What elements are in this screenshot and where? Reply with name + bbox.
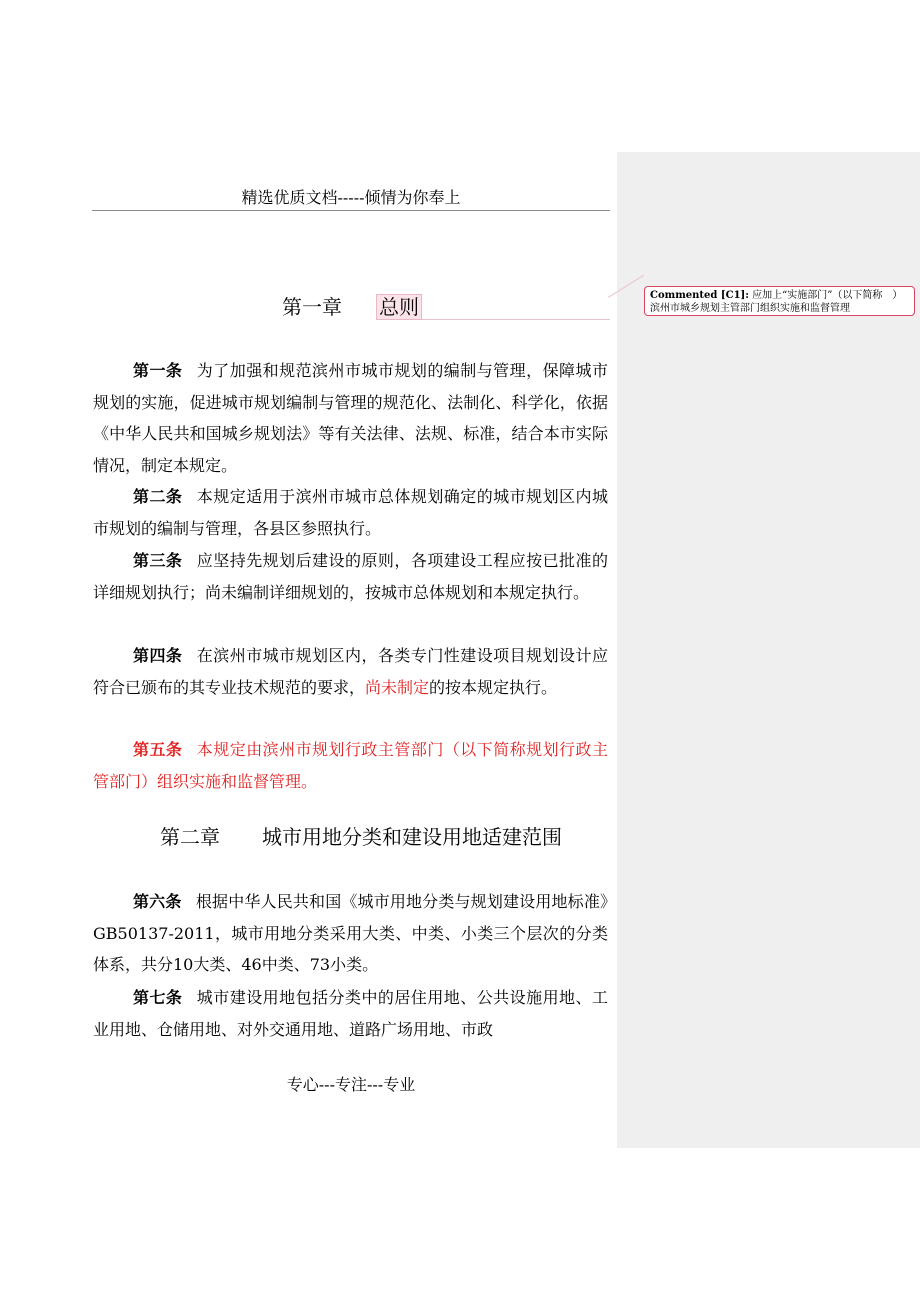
- article-7-label: 第七条: [133, 988, 183, 1007]
- comment-text: 应加上“实施部门”（以下简称 ）滨州市城乡规划主管部门组织实施和监督管理: [650, 290, 903, 314]
- article-4: [93, 640, 608, 703]
- article-3-text: 应坚持先规划后建设的原则，各项建设工程应按已批准的详细规划执行；尚未编制详细规划的，按城市总体规划和本规定执行。: [93, 551, 608, 602]
- article-7: [93, 982, 608, 1045]
- article-2: [93, 481, 608, 544]
- article-5-text: 本规定由滨州市规划行政主管部门（以下简称规划行政主管部门）组织实施和监督管理。: [93, 740, 608, 791]
- article-4-text: 在滨州市城市规划区内，各类专门性建设项目规划设计应符合已颁布的其专业技术规范的要求，: [93, 646, 608, 697]
- article-1-text: 为了加强和规范滨州市城市规划的编制与管理，保障城市规划的实施，促进城市规划编制与管理的规范化、法制化、科学化，依据《中华人民共和国城乡规划法》等有关法律、法规、标准，结合本市实际情况，制定本规定。: [93, 361, 608, 475]
- article-2-label: 第二条: [133, 487, 183, 506]
- article-6-text: 根据中华人民共和国《城市用地分类与规划建设用地标准》GB50137-2011，城市用地分类采用大类、中类、小类三个层次的分类体系，共分10大类、46中类、73小类。: [93, 892, 608, 974]
- article-3-label: 第三条: [133, 551, 183, 570]
- comment-balloon[interactable]: [644, 286, 915, 316]
- article-1: [93, 355, 608, 481]
- chapter-1-heading: [282, 294, 422, 320]
- chapter-2-title: 城市用地分类和建设用地适建范围: [262, 825, 562, 849]
- article-5-label: 第五条: [133, 740, 183, 759]
- article-3: [93, 545, 608, 608]
- chapter-1-title-commented[interactable]: 总则: [376, 294, 422, 320]
- comment-anchor-line: [420, 319, 610, 320]
- header-rule: [92, 210, 610, 211]
- page-header: 精选优质文档-----倾情为你奉上: [241, 188, 461, 207]
- article-7-text: 城市建设用地包括分类中的居住用地、公共设施用地、工业用地、仓储用地、对外交通用地、道路广场用地、市政: [93, 988, 608, 1039]
- comment-label: Commented [C1]:: [650, 290, 749, 301]
- chapter-1-number: 第一章: [282, 295, 342, 319]
- chapter-2-heading: [160, 824, 562, 850]
- article-6: [93, 886, 608, 981]
- chapter-2-number: 第二章: [160, 825, 220, 849]
- page-footer: 专心---专注---专业: [286, 1075, 416, 1094]
- article-4-label: 第四条: [133, 646, 183, 665]
- article-1-label: 第一条: [133, 361, 183, 380]
- article-5: [93, 734, 608, 797]
- article-4-text-end: 的按本规定执行。: [429, 677, 558, 697]
- article-4-revision-text: 尚未制定: [365, 677, 430, 697]
- article-2-text: 本规定适用于滨州市城市总体规划确定的城市规划区内城市规划的编制与管理，各县区参照执行。: [93, 487, 608, 538]
- article-6-label: 第六条: [133, 892, 182, 911]
